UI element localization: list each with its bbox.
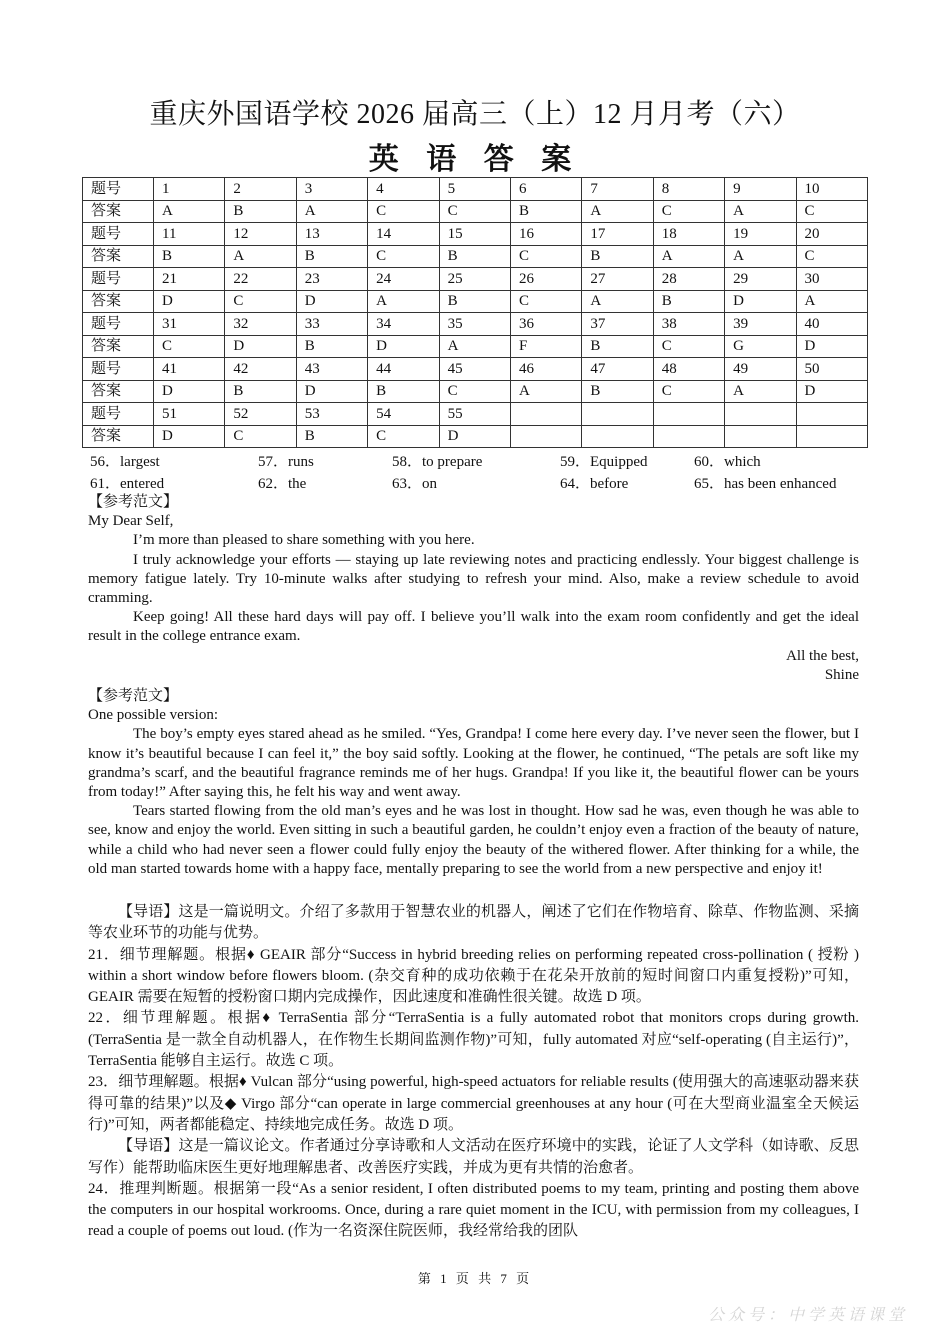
- section-heading: 【参考范文】: [88, 494, 179, 510]
- row-label: 答案: [83, 245, 154, 268]
- table-cell: B: [582, 245, 653, 268]
- question-number-row: [83, 358, 868, 381]
- table-cell: 20: [796, 223, 867, 246]
- intro-line: One possible version:: [88, 707, 218, 724]
- table-cell: D: [296, 290, 367, 313]
- explanation-item: 22．细节理解题。根据♦ TerraSentia 部分“TerraSentia is a fully automated robot that monitors crops during growth. (TerraSentia 是一款全自动机器人，在作物生长期间监测作物)”可知，fully automated 对应“self-operating (自主运行)”，TerraSentia 能够自主运行。故选 C 项。: [88, 1010, 859, 1070]
- table-cell: 42: [225, 358, 296, 381]
- table-cell: A: [510, 380, 581, 403]
- table-cell: C: [796, 200, 867, 223]
- table-cell: 35: [439, 313, 510, 336]
- answer-row: [83, 200, 868, 223]
- table-cell: 34: [368, 313, 439, 336]
- table-cell: A: [368, 290, 439, 313]
- cloze-item: 56．largest: [90, 454, 160, 470]
- table-cell: B: [296, 245, 367, 268]
- page-number: 第 1 页 共 7 页: [417, 1271, 533, 1286]
- table-cell: B: [225, 380, 296, 403]
- salutation: My Dear Self,: [88, 513, 174, 530]
- table-cell: D: [796, 380, 867, 403]
- table-cell: 36: [510, 313, 581, 336]
- table-cell: 30: [796, 268, 867, 291]
- paragraph: I truly acknowledge your efforts — staying up late reviewing notes and practicing endlessly. Your biggest challenge is memory fatigue lately. Try 10-minute walks after studying to refresh your mind. Also, make a review schedule to avoid cramming.: [88, 551, 859, 607]
- table-cell: D: [439, 425, 510, 448]
- cloze-item: 65．has been enhanced: [694, 476, 837, 492]
- row-label: 答案: [83, 335, 154, 358]
- cloze-item: 57．runs: [258, 454, 314, 470]
- table-cell: C: [439, 380, 510, 403]
- table-cell: [796, 403, 867, 426]
- section-heading: 【参考范文】: [88, 688, 179, 705]
- table-cell: 32: [225, 313, 296, 336]
- document-title: 重庆外国语学校 2026 届高三（上）12 月月考（六）: [149, 99, 801, 130]
- table-cell: D: [368, 335, 439, 358]
- table-cell: A: [154, 200, 225, 223]
- table-cell: 41: [154, 358, 225, 381]
- table-cell: 8: [653, 178, 724, 201]
- cloze-item: 60．which: [694, 454, 761, 470]
- explanation-intro: 【导语】这是一篇说明文。介绍了多款用于智慧农业的机器人，阐述了它们在作物培育、除草、作物监测、采摘等农业环节的功能与优势。: [88, 904, 859, 942]
- table-cell: C: [368, 200, 439, 223]
- table-cell: B: [510, 200, 581, 223]
- paragraph: Keep going! All these hard days will pay off. I believe you’ll walk into the exam room confidently and get the ideal result in the college entrance exam.: [88, 609, 859, 645]
- document-subtitle: 英 语 答 案: [368, 143, 582, 176]
- table-cell: A: [439, 335, 510, 358]
- table-cell: [510, 425, 581, 448]
- table-cell: [582, 425, 653, 448]
- table-cell: 47: [582, 358, 653, 381]
- table-cell: 18: [653, 223, 724, 246]
- table-cell: A: [653, 245, 724, 268]
- answer-row: [83, 245, 868, 268]
- table-cell: F: [510, 335, 581, 358]
- row-label: 答案: [83, 200, 154, 223]
- table-cell: B: [296, 335, 367, 358]
- table-cell: 28: [653, 268, 724, 291]
- row-label: 题号: [83, 268, 154, 291]
- table-cell: C: [510, 290, 581, 313]
- table-cell: D: [154, 425, 225, 448]
- table-cell: B: [582, 380, 653, 403]
- table-cell: C: [653, 380, 724, 403]
- table-cell: A: [725, 380, 796, 403]
- table-cell: 17: [582, 223, 653, 246]
- table-cell: 43: [296, 358, 367, 381]
- explanation-item: 21．细节理解题。根据♦ GEAIR 部分“Success in hybrid breeding relies on performing repeated cross-pollination ( 授粉 ) within a short window before flowers bloom. (杂交育种的成功依赖于在花朵开放前的短时间窗口内重复授粉)”可知，GEAIR 需要在短暂的授粉窗口期内完成操作，因此速度和准确性很关键。故选 D 项。: [88, 946, 859, 1006]
- table-cell: 23: [296, 268, 367, 291]
- table-cell: 53: [296, 403, 367, 426]
- row-label: 答案: [83, 425, 154, 448]
- signature: Shine: [824, 666, 859, 683]
- table-cell: C: [510, 245, 581, 268]
- row-label: 答案: [83, 290, 154, 313]
- table-cell: D: [225, 335, 296, 358]
- table-cell: D: [154, 380, 225, 403]
- table-cell: 16: [510, 223, 581, 246]
- table-cell: 37: [582, 313, 653, 336]
- table-cell: 15: [439, 223, 510, 246]
- table-cell: 50: [796, 358, 867, 381]
- table-cell: A: [582, 290, 653, 313]
- table-cell: C: [796, 245, 867, 268]
- table-cell: A: [796, 290, 867, 313]
- table-cell: 40: [796, 313, 867, 336]
- table-cell: 38: [653, 313, 724, 336]
- table-cell: 29: [725, 268, 796, 291]
- answer-row: [83, 425, 868, 448]
- explanation-intro: 【导语】这是一篇议论文。作者通过分享诗歌和人文活动在医疗环境中的实践，论证了人文学科（如诗歌、反思写作）能帮助临床医生更好地理解患者、改善医疗实践，并成为更有共情的治愈者。: [88, 1138, 859, 1176]
- table-cell: 25: [439, 268, 510, 291]
- table-cell: [725, 425, 796, 448]
- table-cell: [725, 403, 796, 426]
- table-cell: 24: [368, 268, 439, 291]
- table-cell: C: [154, 335, 225, 358]
- row-label: 题号: [83, 403, 154, 426]
- table-cell: B: [225, 200, 296, 223]
- table-cell: [653, 425, 724, 448]
- cloze-item: 63．on: [392, 476, 438, 492]
- table-cell: B: [653, 290, 724, 313]
- table-cell: 12: [225, 223, 296, 246]
- paragraph: The boy’s empty eyes stared ahead as he smiled. “Yes, Grandpa! I come here every day. I’ve never seen the flower, but I know it’s beautiful because I can feel it,” the boy said softly. Looking at the flower, he continued, “The petals are soft like my grandma’s scarf, and the beautiful fragrance reminds me of her hugs. Grandpa! If you like it, the beautiful flower can be yours from today!” After saying this, he felt his way and went away.: [88, 726, 859, 801]
- table-cell: 6: [510, 178, 581, 201]
- table-cell: [582, 403, 653, 426]
- paragraph: I’m more than pleased to share something with you here.: [133, 532, 475, 549]
- table-cell: 45: [439, 358, 510, 381]
- table-cell: 46: [510, 358, 581, 381]
- closing: All the best,: [786, 647, 859, 664]
- table-cell: 14: [368, 223, 439, 246]
- table-cell: 44: [368, 358, 439, 381]
- table-cell: 48: [653, 358, 724, 381]
- table-cell: 5: [439, 178, 510, 201]
- table-cell: A: [725, 200, 796, 223]
- table-cell: B: [439, 290, 510, 313]
- table-cell: A: [725, 245, 796, 268]
- table-cell: C: [368, 245, 439, 268]
- table-cell: B: [582, 335, 653, 358]
- table-cell: 21: [154, 268, 225, 291]
- table-cell: 1: [154, 178, 225, 201]
- table-cell: C: [225, 425, 296, 448]
- table-cell: C: [225, 290, 296, 313]
- table-cell: 51: [154, 403, 225, 426]
- table-cell: [796, 425, 867, 448]
- table-cell: 3: [296, 178, 367, 201]
- question-number-row: [83, 268, 868, 291]
- table-cell: C: [653, 200, 724, 223]
- table-cell: D: [154, 290, 225, 313]
- table-cell: 55: [439, 403, 510, 426]
- table-cell: B: [154, 245, 225, 268]
- table-cell: 52: [225, 403, 296, 426]
- table-cell: A: [582, 200, 653, 223]
- table-cell: 39: [725, 313, 796, 336]
- table-cell: 49: [725, 358, 796, 381]
- table-cell: 22: [225, 268, 296, 291]
- table-cell: 13: [296, 223, 367, 246]
- watermark: 公众号：中学英语课堂: [708, 1307, 909, 1324]
- table-cell: 33: [296, 313, 367, 336]
- row-label: 答案: [83, 380, 154, 403]
- table-cell: 54: [368, 403, 439, 426]
- table-cell: C: [439, 200, 510, 223]
- table-cell: 31: [154, 313, 225, 336]
- table-cell: G: [725, 335, 796, 358]
- table-cell: C: [653, 335, 724, 358]
- table-cell: [510, 403, 581, 426]
- table-cell: 4: [368, 178, 439, 201]
- table-cell: 2: [225, 178, 296, 201]
- cloze-item: 59．Equipped: [560, 454, 648, 470]
- table-cell: 19: [725, 223, 796, 246]
- cloze-item: 64．before: [560, 476, 629, 492]
- answer-table: [82, 177, 868, 448]
- table-cell: D: [796, 335, 867, 358]
- table-cell: 26: [510, 268, 581, 291]
- explanation-item: 23．细节理解题。根据♦ Vulcan 部分“using powerful, high-speed actuators for reliable results (使用强大的高速驱动器来获得可靠的结果)”以及◆ Virgo 部分“can operate in large commercial greenhouses at any hour (可在大型商业温室全天候运行)”可知，两者都能稳定、持续地完成任务。故选 D 项。: [88, 1074, 859, 1133]
- table-cell: 10: [796, 178, 867, 201]
- cloze-item: 61．entered: [90, 476, 165, 492]
- table-cell: 7: [582, 178, 653, 201]
- table-cell: D: [296, 380, 367, 403]
- answer-row: [83, 380, 868, 403]
- question-number-row: [83, 223, 868, 246]
- table-cell: 27: [582, 268, 653, 291]
- essay-1: [88, 493, 859, 879]
- table-cell: D: [725, 290, 796, 313]
- explanation-item: 24．推理判断题。根据第一段“As a senior resident, I often distributed poems to my team, printing and posting them above the computers in our hospital workrooms. Once, during a rare quiet moment in the ICU, with permission from my colleagues, I read a couple of poems out loud. (作为一名资深住院医师，我经常给我的团队: [88, 1180, 859, 1240]
- answer-row: [83, 335, 868, 358]
- row-label: 题号: [83, 178, 154, 201]
- cloze-item: 58．to prepare: [392, 454, 483, 470]
- table-cell: A: [296, 200, 367, 223]
- table-cell: 9: [725, 178, 796, 201]
- paragraph: Tears started flowing from the old man’s eyes and he was lost in thought. How sad he was, even though he was able to see, know and enjoy the world. Even sitting in such a beautiful garden, he couldn’t enjoy even a fraction of the beauty of nature, while a child who had never seen a flower could fully enjoy the beauty of the withered flower. After thinking for a while, the old man started towards home with a happy face, mentally preparing to see the world from a new perspective and enjoy it!: [88, 803, 859, 877]
- table-cell: C: [368, 425, 439, 448]
- table-cell: B: [368, 380, 439, 403]
- table-cell: B: [296, 425, 367, 448]
- table-cell: A: [225, 245, 296, 268]
- table-cell: 11: [154, 223, 225, 246]
- answer-row: [83, 290, 868, 313]
- question-number-row: [83, 403, 868, 426]
- explanations: [88, 902, 859, 1243]
- row-label: 题号: [83, 358, 154, 381]
- cloze-item: 62．the: [258, 476, 307, 492]
- table-cell: [653, 403, 724, 426]
- row-label: 题号: [83, 223, 154, 246]
- table-cell: B: [439, 245, 510, 268]
- question-number-row: [83, 178, 868, 201]
- question-number-row: [83, 313, 868, 336]
- row-label: 题号: [83, 313, 154, 336]
